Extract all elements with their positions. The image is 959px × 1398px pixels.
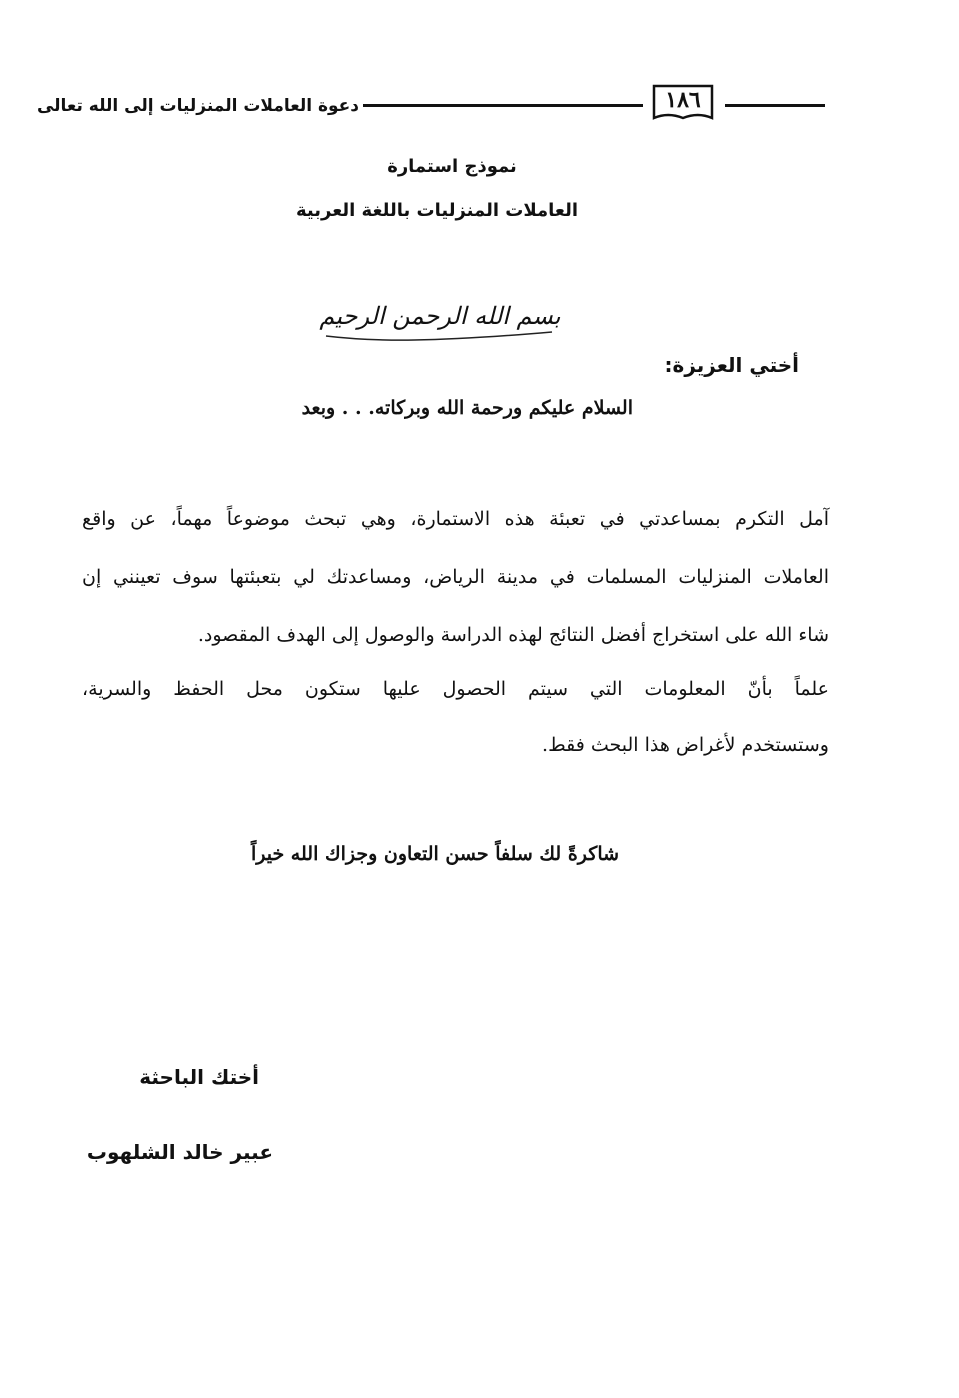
form-subtitle: العاملات المنزليات باللغة العربية: [295, 200, 579, 221]
basmala-text: بسم الله الرحمن الرحيم: [319, 302, 561, 330]
basmala-calligraphy: [316, 292, 564, 356]
page-number: ١٨٦: [665, 87, 701, 113]
body-line: علماً بأنّ المعلومات التي سيتم الحصول عليها ستكون محل الحفظ والسرية،: [82, 678, 829, 700]
page-number-badge: [650, 82, 716, 122]
running-header-title: دعوة العاملات المنزليات إلى الله تعالى: [36, 96, 359, 116]
signature-title: أختك الباحثة: [139, 1065, 259, 1089]
body-line: آمل التكرم بمساعدتي في تعبئة هذه الاستمارة، وهي تبحث موضوعاً مهماً، عن واقع: [82, 508, 829, 530]
header-rule-right: [725, 104, 825, 107]
body-line: العاملات المنزليات المسلمات في مدينة الرياض، ومساعدتك لي بتعبئتها سوف تعينني إن: [82, 566, 830, 588]
closing-thanks: شاكرةً لك سلفاً حسن التعاون وجزاك الله خيراً: [250, 843, 620, 865]
body-line: وستستخدم لأغراض هذا البحث فقط.: [542, 734, 829, 756]
signature-name: عبير خالد الشلهوب: [86, 1140, 273, 1164]
body-line: شاء الله على استخراج أفضل النتائج لهذه الدراسة والوصول إلى الهدف المقصود.: [197, 624, 829, 646]
header-rule-left: [363, 104, 643, 107]
form-title: نموذج استمارة: [387, 156, 517, 177]
greeting: السلام عليكم ورحمة الله وبركاته. . . وبعد: [301, 397, 633, 419]
salutation: أختي العزيزة:: [664, 353, 799, 377]
